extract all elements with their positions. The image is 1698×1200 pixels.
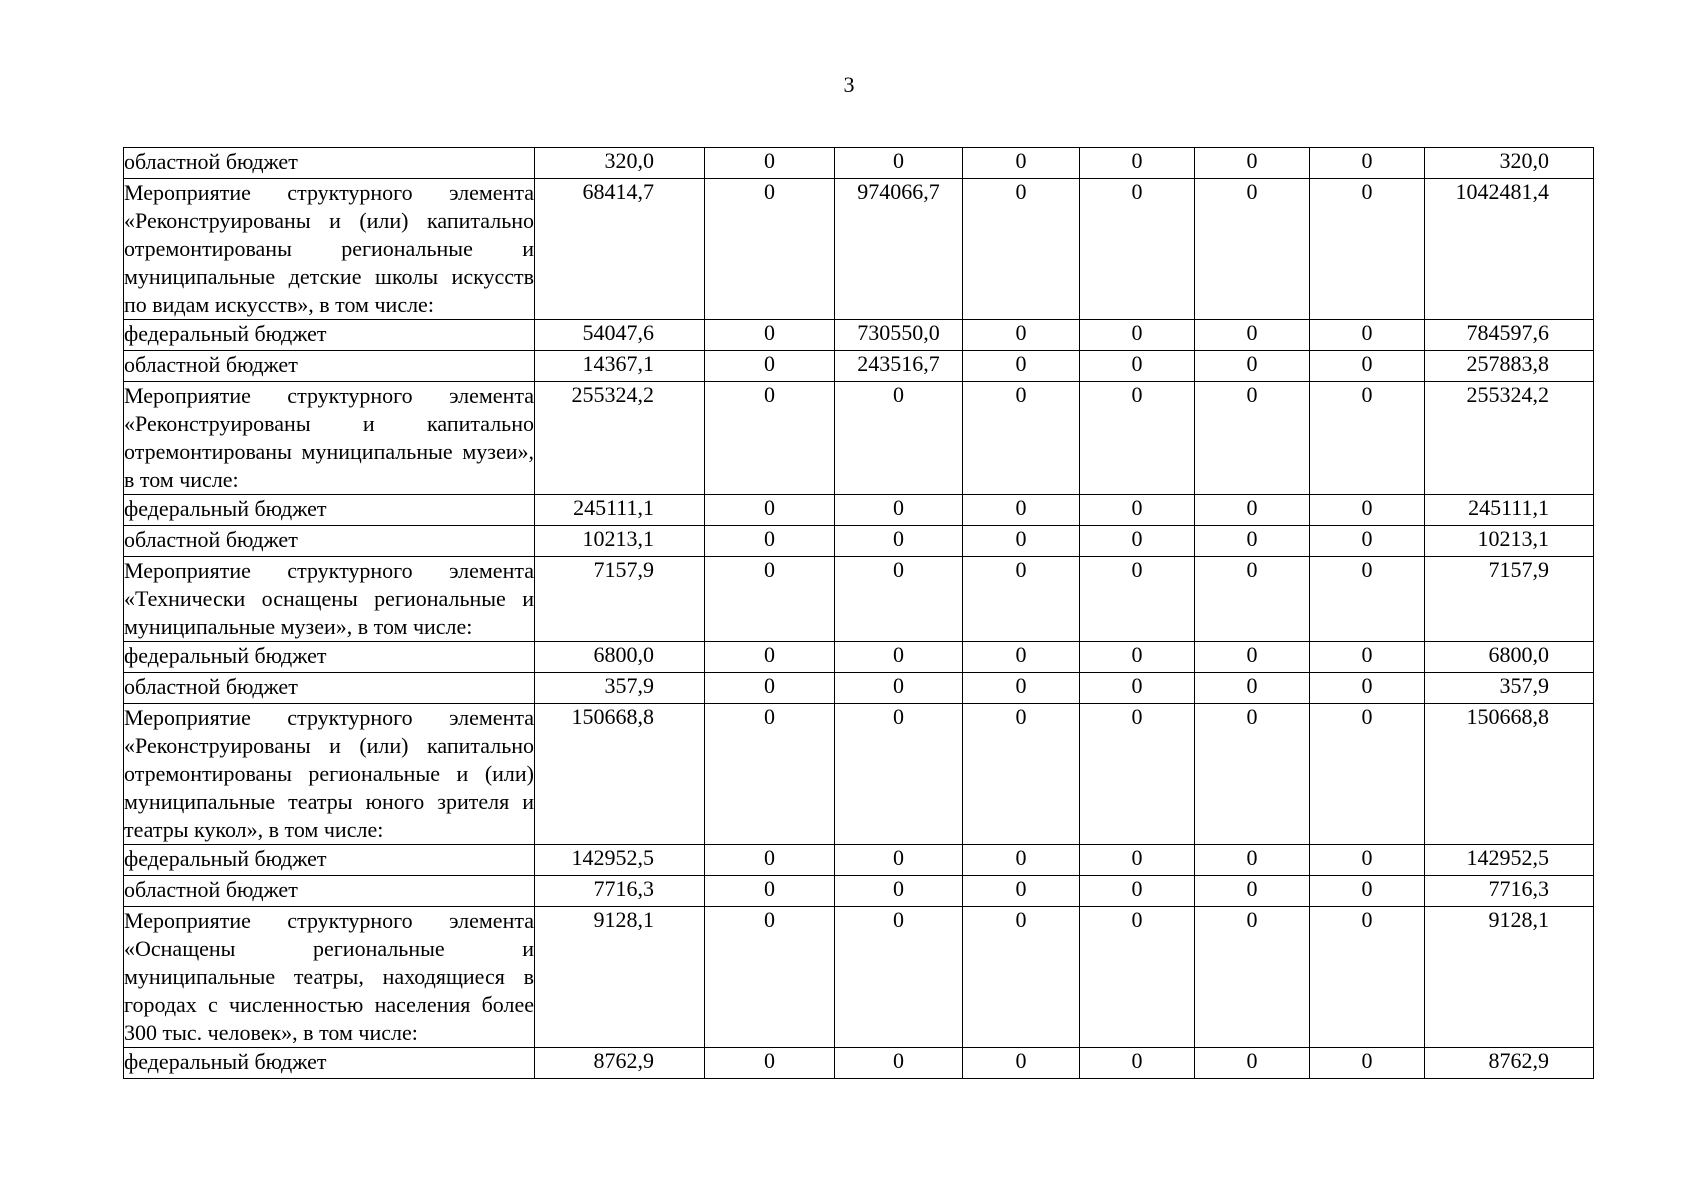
- value-cell: 730550,0: [835, 320, 963, 351]
- value-cell: 0: [835, 495, 963, 526]
- value-cell: 0: [1310, 1048, 1425, 1079]
- total-value-cell: 8762,9: [1425, 1048, 1594, 1079]
- value-cell: 0: [835, 845, 963, 876]
- value-cell: 0: [705, 642, 835, 673]
- value-cell: 0: [1080, 1048, 1195, 1079]
- value-cell: 150668,8: [535, 704, 705, 845]
- value-cell: 974066,7: [835, 179, 963, 320]
- value-cell: 245111,1: [535, 495, 705, 526]
- row-label-cell: федеральный бюджет: [124, 495, 535, 526]
- total-value-cell: 6800,0: [1425, 642, 1594, 673]
- value-cell: 0: [963, 845, 1080, 876]
- value-cell: 0: [963, 907, 1080, 1048]
- row-label-cell: Мероприятие структурного элемента «Реконструированы и (или) капитально отремонтированы региональные и муниципальные детские школы искусств по видам искусств», в том числе:: [124, 179, 535, 320]
- value-cell: 0: [1195, 876, 1310, 907]
- table-row: [124, 148, 1594, 179]
- value-cell: 0: [1080, 704, 1195, 845]
- row-label-cell: федеральный бюджет: [124, 1048, 535, 1079]
- value-cell: 0: [1080, 320, 1195, 351]
- value-cell: 255324,2: [535, 382, 705, 495]
- total-value-cell: 142952,5: [1425, 845, 1594, 876]
- value-cell: 320,0: [535, 148, 705, 179]
- row-label-cell: областной бюджет: [124, 351, 535, 382]
- value-cell: 0: [1310, 495, 1425, 526]
- value-cell: 0: [1310, 179, 1425, 320]
- value-cell: 0: [1195, 557, 1310, 642]
- total-value-cell: 7157,9: [1425, 557, 1594, 642]
- value-cell: 0: [705, 704, 835, 845]
- value-cell: 0: [1195, 526, 1310, 557]
- value-cell: 6800,0: [535, 642, 705, 673]
- row-label-cell: областной бюджет: [124, 526, 535, 557]
- value-cell: 0: [1195, 382, 1310, 495]
- table-row: [124, 876, 1594, 907]
- row-label-cell: областной бюджет: [124, 148, 535, 179]
- value-cell: 0: [963, 642, 1080, 673]
- total-value-cell: 784597,6: [1425, 320, 1594, 351]
- value-cell: 0: [963, 382, 1080, 495]
- table-row: [124, 704, 1594, 845]
- table-row: [124, 179, 1594, 320]
- value-cell: 357,9: [535, 673, 705, 704]
- value-cell: 0: [835, 1048, 963, 1079]
- total-value-cell: 257883,8: [1425, 351, 1594, 382]
- value-cell: 0: [963, 557, 1080, 642]
- value-cell: 0: [1310, 876, 1425, 907]
- row-label-cell: Мероприятие структурного элемента «Технически оснащены региональные и муниципальные музеи», в том числе:: [124, 557, 535, 642]
- total-value-cell: 9128,1: [1425, 907, 1594, 1048]
- value-cell: 0: [705, 320, 835, 351]
- value-cell: 0: [1080, 642, 1195, 673]
- value-cell: 0: [705, 557, 835, 642]
- value-cell: 0: [835, 704, 963, 845]
- value-cell: 54047,6: [535, 320, 705, 351]
- value-cell: 9128,1: [535, 907, 705, 1048]
- value-cell: 0: [835, 382, 963, 495]
- value-cell: 0: [835, 673, 963, 704]
- total-value-cell: 150668,8: [1425, 704, 1594, 845]
- value-cell: 0: [705, 876, 835, 907]
- value-cell: 14367,1: [535, 351, 705, 382]
- value-cell: 0: [1195, 351, 1310, 382]
- table-row: [124, 673, 1594, 704]
- value-cell: 0: [835, 148, 963, 179]
- row-label-cell: Мероприятие структурного элемента «Реконструированы и (или) капитально отремонтированы региональные и (или) муниципальные театры юного зрителя и театры кукол», в том числе:: [124, 704, 535, 845]
- value-cell: 0: [963, 526, 1080, 557]
- value-cell: 0: [835, 557, 963, 642]
- value-cell: 0: [1310, 382, 1425, 495]
- page-number: 3: [843, 72, 855, 97]
- table-row: [124, 351, 1594, 382]
- value-cell: 0: [705, 673, 835, 704]
- value-cell: 0: [1080, 673, 1195, 704]
- value-cell: 0: [1310, 148, 1425, 179]
- value-cell: 0: [1080, 351, 1195, 382]
- table-row: [124, 495, 1594, 526]
- value-cell: 0: [963, 179, 1080, 320]
- table-row: [124, 526, 1594, 557]
- value-cell: 0: [835, 526, 963, 557]
- total-value-cell: 1042481,4: [1425, 179, 1594, 320]
- value-cell: 0: [1195, 845, 1310, 876]
- value-cell: 68414,7: [535, 179, 705, 320]
- value-cell: 0: [963, 704, 1080, 845]
- table-row: [124, 382, 1594, 495]
- table-row: [124, 907, 1594, 1048]
- value-cell: 0: [835, 876, 963, 907]
- value-cell: 0: [705, 148, 835, 179]
- value-cell: 0: [963, 1048, 1080, 1079]
- total-value-cell: 255324,2: [1425, 382, 1594, 495]
- value-cell: 0: [963, 673, 1080, 704]
- value-cell: 0: [1195, 673, 1310, 704]
- total-value-cell: 7716,3: [1425, 876, 1594, 907]
- value-cell: 0: [1080, 179, 1195, 320]
- budget-table: [123, 147, 1594, 1079]
- value-cell: 0: [1310, 704, 1425, 845]
- table-row: [124, 320, 1594, 351]
- value-cell: 0: [1080, 557, 1195, 642]
- table-row: [124, 1048, 1594, 1079]
- value-cell: 0: [1195, 148, 1310, 179]
- value-cell: 0: [1080, 148, 1195, 179]
- value-cell: 0: [963, 351, 1080, 382]
- value-cell: 10213,1: [535, 526, 705, 557]
- value-cell: 0: [1195, 907, 1310, 1048]
- table-row: [124, 557, 1594, 642]
- value-cell: 0: [1080, 876, 1195, 907]
- value-cell: 0: [1080, 907, 1195, 1048]
- total-value-cell: 320,0: [1425, 148, 1594, 179]
- value-cell: 0: [1310, 673, 1425, 704]
- row-label-cell: Мероприятие структурного элемента «Оснащены региональные и муниципальные театры, находящиеся в городах с численностью населения более 300 тыс. человек», в том числе:: [124, 907, 535, 1048]
- value-cell: 0: [705, 907, 835, 1048]
- value-cell: 7716,3: [535, 876, 705, 907]
- value-cell: 0: [1080, 382, 1195, 495]
- value-cell: 0: [1080, 526, 1195, 557]
- value-cell: 0: [1310, 526, 1425, 557]
- total-value-cell: 10213,1: [1425, 526, 1594, 557]
- value-cell: 0: [963, 495, 1080, 526]
- value-cell: 8762,9: [535, 1048, 705, 1079]
- total-value-cell: 245111,1: [1425, 495, 1594, 526]
- row-label-cell: федеральный бюджет: [124, 845, 535, 876]
- table-body: [124, 148, 1594, 1079]
- value-cell: 0: [1310, 907, 1425, 1048]
- value-cell: 0: [705, 495, 835, 526]
- value-cell: 0: [705, 845, 835, 876]
- value-cell: 0: [705, 351, 835, 382]
- row-label-cell: областной бюджет: [124, 876, 535, 907]
- value-cell: 0: [1080, 845, 1195, 876]
- value-cell: 0: [1310, 642, 1425, 673]
- value-cell: 0: [705, 179, 835, 320]
- value-cell: 0: [1310, 557, 1425, 642]
- value-cell: 0: [705, 382, 835, 495]
- row-label-cell: Мероприятие структурного элемента «Реконструированы и капитально отремонтированы муниципальные музеи», в том числе:: [124, 382, 535, 495]
- table-row: [124, 642, 1594, 673]
- value-cell: 0: [1195, 642, 1310, 673]
- total-value-cell: 357,9: [1425, 673, 1594, 704]
- value-cell: 0: [835, 642, 963, 673]
- value-cell: 0: [1195, 320, 1310, 351]
- value-cell: 243516,7: [835, 351, 963, 382]
- value-cell: 0: [1310, 320, 1425, 351]
- value-cell: 0: [1195, 1048, 1310, 1079]
- table-row: [124, 845, 1594, 876]
- value-cell: 0: [835, 907, 963, 1048]
- value-cell: 7157,9: [535, 557, 705, 642]
- value-cell: 0: [1310, 351, 1425, 382]
- value-cell: 0: [1195, 704, 1310, 845]
- value-cell: 0: [705, 1048, 835, 1079]
- value-cell: 0: [1310, 845, 1425, 876]
- value-cell: 0: [1195, 495, 1310, 526]
- row-label-cell: федеральный бюджет: [124, 642, 535, 673]
- row-label-cell: федеральный бюджет: [124, 320, 535, 351]
- value-cell: 142952,5: [535, 845, 705, 876]
- value-cell: 0: [963, 320, 1080, 351]
- row-label-cell: областной бюджет: [124, 673, 535, 704]
- value-cell: 0: [963, 148, 1080, 179]
- value-cell: 0: [963, 876, 1080, 907]
- value-cell: 0: [1080, 495, 1195, 526]
- value-cell: 0: [705, 526, 835, 557]
- value-cell: 0: [1195, 179, 1310, 320]
